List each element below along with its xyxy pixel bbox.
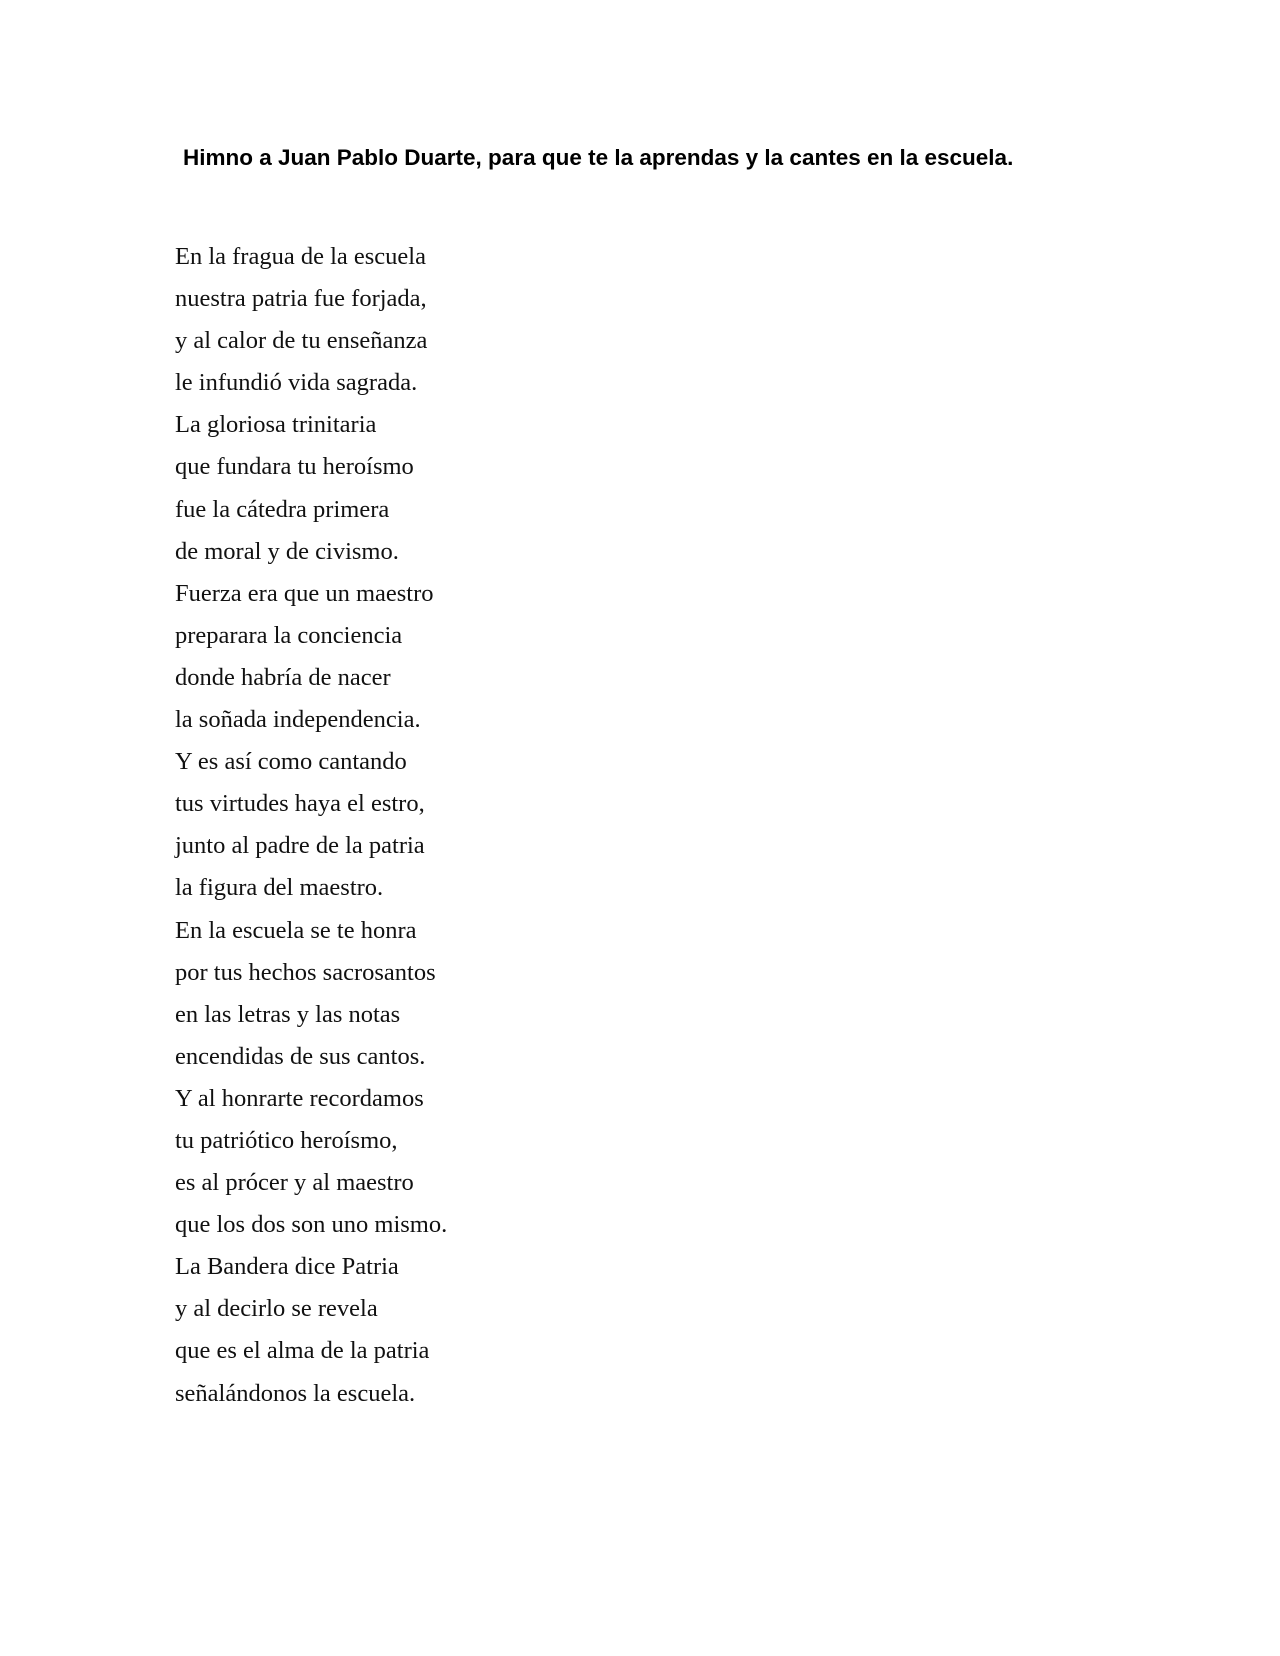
poem-line: tus virtudes haya el estro, bbox=[175, 790, 425, 818]
poem-line: Y al honrarte recordamos bbox=[175, 1084, 424, 1112]
poem-line: que es el alma de la patria bbox=[175, 1337, 430, 1365]
poem-line: fue la cátedra primera bbox=[175, 495, 390, 523]
poem-line: señalándonos la escuela. bbox=[175, 1379, 416, 1407]
poem-line: en las letras y las notas bbox=[175, 1000, 401, 1028]
document-title: Himno a Juan Pablo Duarte, para que te la aprendas y la cantes en la escuela. bbox=[183, 145, 1014, 170]
poem-line: y al calor de tu enseñanza bbox=[175, 327, 428, 355]
poem-line: Fuerza era que un maestro bbox=[175, 579, 434, 607]
poem-line: junto al padre de la patria bbox=[175, 832, 425, 860]
poem-line: preparara la conciencia bbox=[175, 621, 403, 649]
poem-line: que fundara tu heroísmo bbox=[175, 453, 414, 481]
poem-line: tu patriótico heroísmo, bbox=[175, 1126, 398, 1154]
poem-line: encendidas de sus cantos. bbox=[175, 1042, 426, 1070]
poem-body bbox=[175, 236, 447, 1415]
poem-line: que los dos son uno mismo. bbox=[175, 1211, 448, 1239]
poem-line: nuestra patria fue forjada, bbox=[175, 285, 427, 313]
poem-line: la soñada independencia. bbox=[175, 706, 421, 734]
poem-line: La gloriosa trinitaria bbox=[175, 411, 377, 439]
poem-line: En la fragua de la escuela bbox=[175, 243, 426, 270]
poem-line: y al decirlo se revela bbox=[175, 1295, 378, 1323]
poem-line: En la escuela se te honra bbox=[175, 916, 417, 944]
poem-line: es al prócer y al maestro bbox=[175, 1169, 414, 1197]
poem-line: La Bandera dice Patria bbox=[175, 1253, 399, 1281]
poem-line: la figura del maestro. bbox=[175, 874, 384, 902]
poem-line: Y es así como cantando bbox=[175, 748, 407, 776]
poem-line: por tus hechos sacrosantos bbox=[175, 958, 436, 986]
poem-line: donde habría de nacer bbox=[175, 663, 391, 691]
poem-line: le infundió vida sagrada. bbox=[175, 369, 418, 397]
poem-line: de moral y de civismo. bbox=[175, 537, 399, 565]
